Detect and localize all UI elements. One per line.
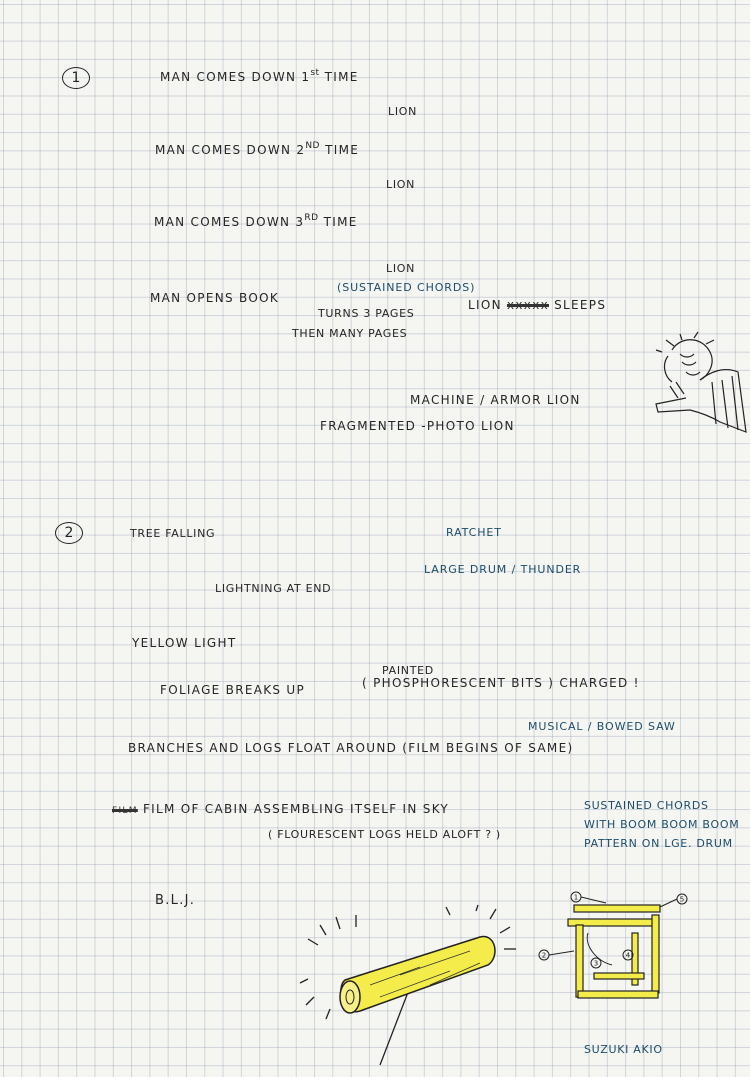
turns-3-pages: TURNS 3 PAGES	[318, 307, 415, 320]
painted-note: PAINTED	[382, 664, 434, 677]
branches-and-logs: BRANCHES AND LOGS FLOAT AROUND (FILM BEGINS OF SAME)	[128, 741, 574, 755]
sustained-chords-note: (SUSTAINED CHORDS)	[337, 281, 476, 294]
flourescent-logs: ( FLOURESCENT LOGS HELD ALOFT ? )	[268, 828, 501, 841]
line-man-comes-down-2: MAN COMES DOWN 2ND TIME	[155, 141, 360, 157]
cube-of-logs-sketch	[536, 885, 696, 1015]
struck-film-word: FILM	[112, 806, 138, 816]
fragmented-photo-lion: FRAGMENTED -PHOTO LION	[320, 419, 515, 433]
cube-label-2: 2	[541, 951, 547, 960]
line-man-opens-book: MAN OPENS BOOK	[150, 291, 280, 305]
cube-label-1: 1	[573, 893, 579, 902]
large-drum-thunder: LARGE DRUM / THUNDER	[424, 563, 582, 576]
lion-cue-3: LION	[386, 262, 416, 275]
ratchet-cue: RATCHET	[446, 526, 502, 539]
lion-sketch-drawing	[650, 332, 748, 437]
cube-label-4: 4	[625, 951, 631, 960]
glowing-log-sketch	[300, 905, 520, 1070]
section-1-number: 1	[62, 67, 90, 89]
film-of-cabin: FILM FILM OF CABIN ASSEMBLING ITSELF IN SKY	[112, 802, 450, 816]
machine-armor-lion: MACHINE / ARMOR LION	[410, 393, 581, 407]
line-man-comes-down-3: MAN COMES DOWN 3RD TIME	[154, 213, 358, 229]
musical-bowed-saw: MUSICAL / BOWED SAW	[528, 720, 676, 733]
tree-falling: TREE FALLING	[130, 527, 216, 540]
sustained-chords-line-2: WITH BOOM BOOM BOOM	[584, 818, 740, 831]
sustained-chords-line-1: SUSTAINED CHORDS	[584, 799, 709, 812]
struck-word: xxxxx	[506, 298, 549, 312]
yellow-light: YELLOW LIGHT	[132, 636, 237, 650]
phosphorescent-bits: ( PHOSPHORESCENT BITS ) CHARGED !	[362, 676, 640, 690]
then-many-pages: THEN MANY PAGES	[292, 327, 408, 340]
lightning-at-end: LIGHTNING AT END	[215, 582, 332, 595]
cube-label-5: 5	[679, 895, 685, 904]
foliage-breaks-up: FOLIAGE BREAKS UP	[160, 683, 306, 697]
initials: B.L.J.	[155, 893, 196, 908]
lion-cue-2: LION	[386, 178, 416, 191]
line-man-comes-down-1: MAN COMES DOWN 1st TIME	[160, 68, 359, 84]
signature-suzuki-akio: SUZUKI AKIO	[584, 1043, 663, 1056]
sustained-chords-line-3: PATTERN ON LGE. DRUM	[584, 837, 733, 850]
cube-label-3: 3	[593, 959, 599, 968]
section-2-number: 2	[55, 522, 83, 544]
lion-cue-1: LION	[388, 105, 418, 118]
lion-sleeps-line: LION xxxxx SLEEPS	[468, 298, 607, 312]
